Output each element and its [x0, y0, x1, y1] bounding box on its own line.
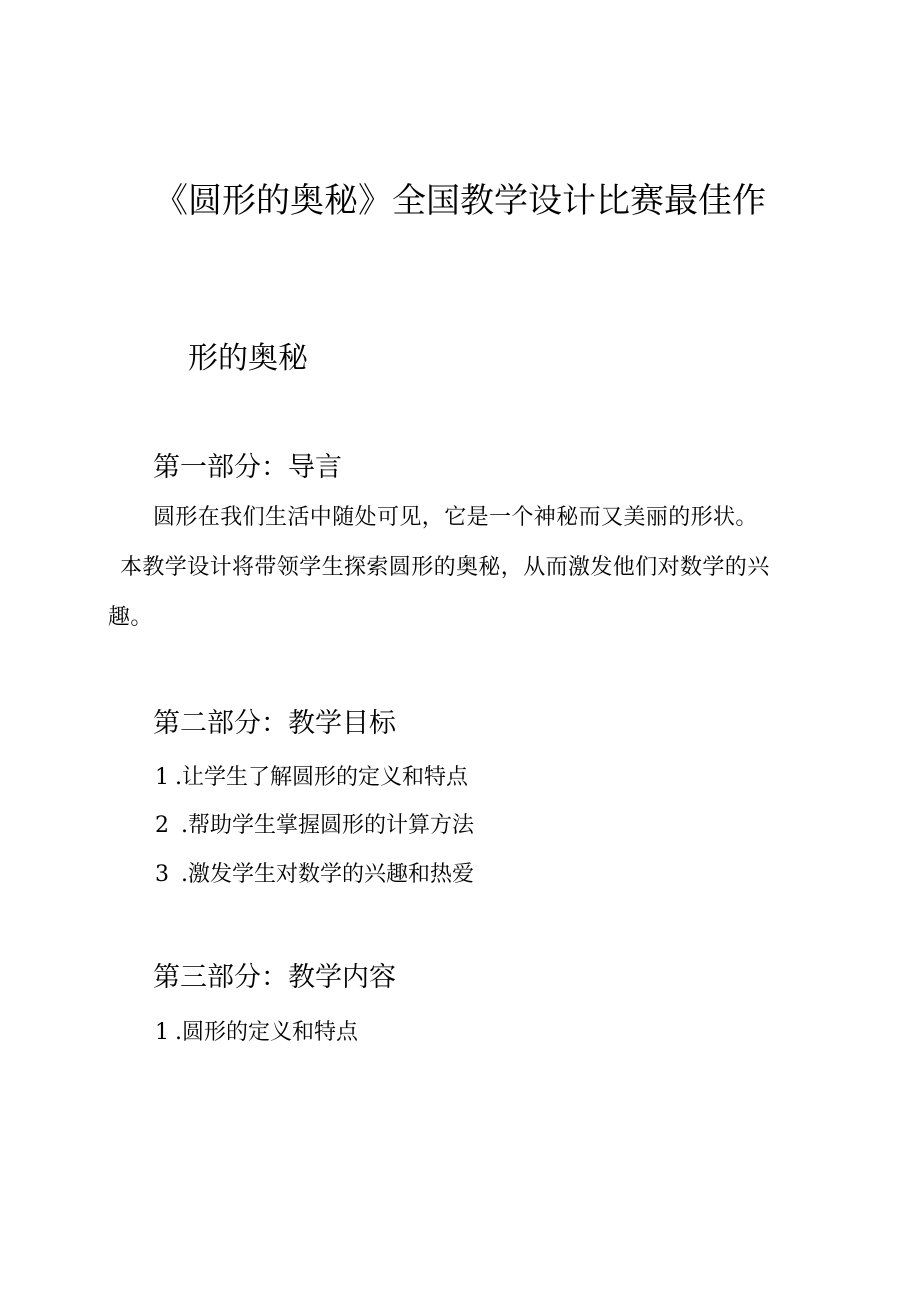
list-item [155, 860, 474, 890]
list-item-text: .让学生了解圆形的定义和特点 [175, 765, 468, 790]
document-title: 《圆形的奥秘》全国教学设计比赛最佳作 [154, 181, 766, 221]
list-item-text: .圆形的定义和特点 [175, 1020, 358, 1045]
paragraph-line: 趣。 [108, 605, 153, 630]
document-subtitle: 形的奥秘 [188, 341, 308, 376]
list-item-number: 3 [155, 862, 169, 887]
paragraph-line: 本教学设计将带领学生探索圆形的奥秘，从而激发他们对数学的兴 [120, 555, 770, 580]
section-heading-teaching-content: 第三部分：教学内容 [153, 962, 396, 993]
section-heading-introduction: 第一部分：导言 [153, 452, 342, 483]
list-item [155, 811, 474, 841]
list-item-number: 1 [155, 1020, 169, 1045]
paragraph-line: 圆形在我们生活中随处可见，它是一个神秘而又美丽的形状。 [153, 505, 758, 530]
list-item-number: 1 [155, 765, 169, 790]
list-item [155, 763, 468, 793]
list-item-number: 2 [155, 813, 169, 838]
section-heading-teaching-goals: 第二部分：教学目标 [153, 708, 396, 739]
list-item-text: .帮助学生掌握圆形的计算方法 [181, 813, 474, 838]
list-item-text: .激发学生对数学的兴趣和热爱 [181, 862, 474, 887]
list-item [155, 1018, 358, 1048]
